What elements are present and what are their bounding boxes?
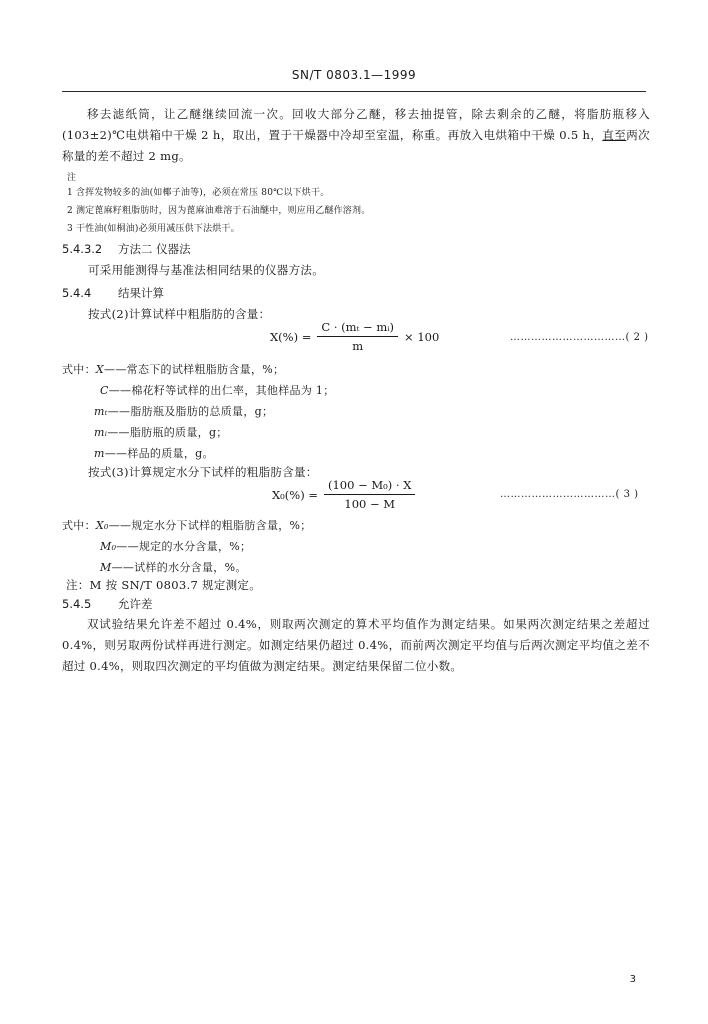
equation-number-2: ……………………………( 2 ) bbox=[510, 332, 649, 343]
definition-row bbox=[94, 403, 273, 419]
section-title: 允许差 bbox=[118, 597, 153, 611]
section-number: 5.4.5 bbox=[62, 597, 92, 611]
page-number: 3 bbox=[629, 974, 636, 985]
notes-label: 注 bbox=[67, 173, 77, 183]
notes-list bbox=[67, 184, 647, 238]
formula-lhs: X(%) = bbox=[270, 329, 312, 344]
definition-symbol: X bbox=[95, 363, 105, 376]
definition-text: ——常态下的试样粗脂肪含量，%； bbox=[104, 363, 285, 376]
formula3-intro: 按式(3)计算规定水分下试样的粗脂肪含量： bbox=[88, 465, 318, 479]
definition-row bbox=[62, 361, 284, 377]
formula-fraction bbox=[317, 320, 398, 353]
definition-symbol: mᵢ bbox=[94, 426, 108, 439]
formula3-note: 注：M 按 SN/T 0803.7 规定测定。 bbox=[66, 578, 262, 592]
definition-symbol: C bbox=[100, 384, 109, 397]
note-item: 3 干性油(如桐油)必须用减压供下法烘干。 bbox=[67, 224, 240, 234]
formula-rhs: × 100 bbox=[404, 329, 440, 344]
formula-numerator: C · (mₜ − mᵢ) bbox=[317, 320, 398, 337]
section-heading-545 bbox=[62, 596, 153, 612]
note-item: 2 测定蓖麻籽粗脂肪时，因为蓖麻油难溶于石油醚中，则应用乙醚作溶剂。 bbox=[67, 206, 371, 216]
definition-symbol: mₜ bbox=[94, 405, 108, 418]
definition-prefix: 式中： bbox=[62, 519, 96, 532]
definition-text: ——规定的水分含量，%； bbox=[116, 540, 252, 553]
section-body-5432: 可采用能测得与基准法相同结果的仪器方法。 bbox=[88, 263, 324, 277]
definition-row bbox=[94, 424, 228, 440]
section-number: 5.4.4 bbox=[62, 286, 92, 300]
definition-text: ——棉花籽等试样的出仁率，其他样品为 1； bbox=[108, 384, 335, 397]
paragraph-tail: 两次称量的差不超过 2 mg。 bbox=[62, 128, 650, 163]
definition-symbol: m bbox=[94, 447, 105, 460]
definition-text: ——脂肪瓶及脂肪的总质量，g； bbox=[107, 405, 274, 418]
note-item: 1 含挥发物较多的油(如椰子油等)，必须在常压 80℃以下烘干。 bbox=[67, 188, 330, 198]
section-title: 方法二 仪器法 bbox=[118, 242, 191, 256]
equation-number-3: ……………………………( 3 ) bbox=[500, 489, 639, 500]
underlined-text: 直至 bbox=[602, 128, 627, 142]
definition-symbol: M bbox=[100, 561, 112, 574]
formula2-intro: 按式(2)计算试样中粗脂肪的含量： bbox=[88, 307, 271, 321]
definition-row bbox=[94, 445, 214, 461]
formula-numerator: (100 − M₀) · X bbox=[324, 478, 415, 495]
formula-lhs: X₀(%) = bbox=[272, 487, 318, 502]
formula-2 bbox=[270, 320, 439, 353]
formula-fraction bbox=[324, 478, 415, 511]
definition-text: ——规定水分下试样的粗脂肪含量，%； bbox=[108, 519, 312, 532]
definition-row bbox=[100, 538, 251, 554]
section-heading-544 bbox=[62, 285, 164, 301]
paragraph-text: 移去滤纸筒，让乙醚继续回流一次。回收大部分乙醚，移去抽提管，除去剩余的乙醚，将脂肪瓶移入(103±2)℃电烘箱中干燥 2 h，取出，置于干燥器中冷却至室温，称重。再放入电烘箱中干燥 0.5 h， bbox=[62, 107, 650, 142]
definition-prefix: 式中： bbox=[62, 363, 96, 376]
definition-text: ——脂肪瓶的质量，g； bbox=[107, 426, 228, 439]
section-number: 5.4.3.2 bbox=[62, 242, 103, 256]
section-heading-5432 bbox=[62, 241, 191, 257]
definition-row bbox=[100, 382, 335, 398]
document-header: SN/T 0803.1—1999 bbox=[291, 68, 417, 82]
paragraph-drying-procedure bbox=[62, 104, 650, 167]
header-divider bbox=[62, 91, 646, 92]
formula-denominator: 100 − M bbox=[344, 497, 396, 511]
definition-row bbox=[100, 559, 247, 575]
definition-text: ——样品的质量，g。 bbox=[104, 447, 214, 460]
formula-denominator: m bbox=[352, 339, 364, 353]
definition-text: ——试样的水分含量，%。 bbox=[111, 561, 247, 574]
section-body-545: 双试验结果允许差不超过 0.4%，则取两次测定的算术平均值作为测定结果。如果两次测定结果之差超过 0.4%，则另取两份试样再进行测定。如测定结果仍超过 0.4%，而前两次测定平均值与后两次测定平均值之差不超过 0.4%，则取四次测定的平均值做为测定结果。测定结果保留二位小数。 bbox=[62, 617, 650, 673]
definition-symbol: M₀ bbox=[100, 540, 117, 553]
definition-symbol: X₀ bbox=[95, 519, 109, 532]
formula-3 bbox=[272, 478, 421, 511]
definition-row bbox=[62, 517, 312, 533]
section-title: 结果计算 bbox=[118, 286, 164, 300]
